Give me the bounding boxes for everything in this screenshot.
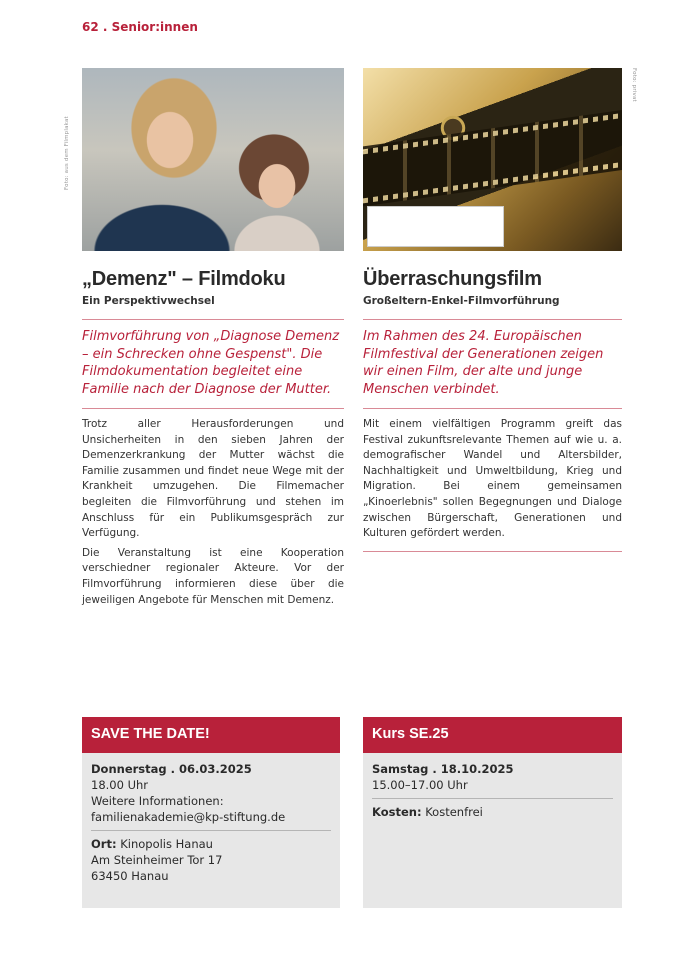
photo-credit-right: Foto: privat	[631, 68, 637, 102]
left-article-lead: Filmvorführung von „Diagnose Demenz – ein Schrecken ohne Gespenst". Die Filmdokumentation begleitet eine Familie nach der Diagnose der Mutter.	[82, 329, 340, 397]
course-heading: Kurs SE.25	[363, 717, 622, 753]
right-article-lead: Im Rahmen des 24. Europäischen Filmfestival der Generationen zeigen wir einen Film, der alte und junge Menschen verbindet.	[363, 329, 604, 397]
photo-credit-left: Foto: aus dem Filmplakat	[64, 116, 70, 190]
right-article	[363, 68, 622, 552]
cost-value: Kostenfrei	[425, 805, 483, 819]
right-article-paragraph-1: Mit einem vielfältigen Programm greift das Festival zukunftsrelevante Themen auf wie u. a. demografischer Wandel und Altersbilder, Nachhaltigkeit und Umweltbildung, Krieg und Migration. Bei einem gemeinsamen „Kinoerlebnis" sollen Begegnungen und Dialoge zwischen Bürgerschaft, Generationen und Kulturen gefördert werden.	[363, 418, 622, 540]
film-strip-graphic	[363, 110, 622, 207]
course-date: Samstag . 18.10.2025	[372, 762, 514, 776]
info-label: Weitere Informationen:	[91, 794, 224, 808]
box-divider	[91, 830, 331, 831]
left-article-paragraph-1: Trotz aller Herausforderungen und Unsicherheiten in den sieben Jahren der Demenzerkrankung der Mutter wächst die Familie zusammen und findet neue Wege mit der Krankheit umzugehen. Die Filmemacher begleiten die Filmvorführung und stehen im Anschluss für ein Publikumsgespräch zur Verfügung.	[82, 418, 344, 540]
divider	[363, 551, 622, 552]
divider	[363, 408, 622, 409]
course-box	[363, 717, 622, 908]
left-article-paragraph-2: Die Veranstaltung ist eine Kooperation verschiedner regionaler Akteure. Vor der Filmvorführung informieren diese über die jeweiligen Angebote für Menschen mit Demenz.	[82, 546, 344, 606]
right-article-title: Überraschungsfilm	[363, 268, 542, 290]
place-label: Ort:	[91, 837, 117, 851]
divider	[82, 408, 344, 409]
right-article-subtitle: Großeltern-Enkel-Filmvorführung	[363, 295, 560, 307]
event-date: Donnerstag . 06.03.2025	[91, 762, 252, 776]
festival-logo-box	[367, 206, 504, 247]
left-article-subtitle: Ein Perspektivwechsel	[82, 295, 215, 307]
page-header: 62 . Senior:innen	[82, 20, 198, 34]
film-festival-poster	[363, 68, 622, 251]
place-name: Kinopolis Hanau	[120, 837, 213, 851]
box-divider	[372, 798, 613, 799]
photo-two-women	[82, 68, 344, 251]
contact-email-link[interactable]: familienakademie@kp-stiftung.de	[91, 810, 286, 824]
left-article	[82, 68, 344, 608]
left-article-title: „Demenz" – Filmdoku	[82, 268, 286, 290]
event-time: 18.00 Uhr	[91, 778, 149, 792]
save-the-date-box	[82, 717, 340, 908]
place-street: Am Steinheimer Tor 17	[91, 853, 223, 867]
place-city: 63450 Hanau	[91, 869, 169, 883]
cost-label: Kosten:	[372, 805, 422, 819]
divider	[363, 319, 622, 320]
course-time: 15.00–17.00 Uhr	[372, 778, 468, 792]
divider	[82, 319, 344, 320]
save-the-date-heading: SAVE THE DATE!	[82, 717, 340, 753]
